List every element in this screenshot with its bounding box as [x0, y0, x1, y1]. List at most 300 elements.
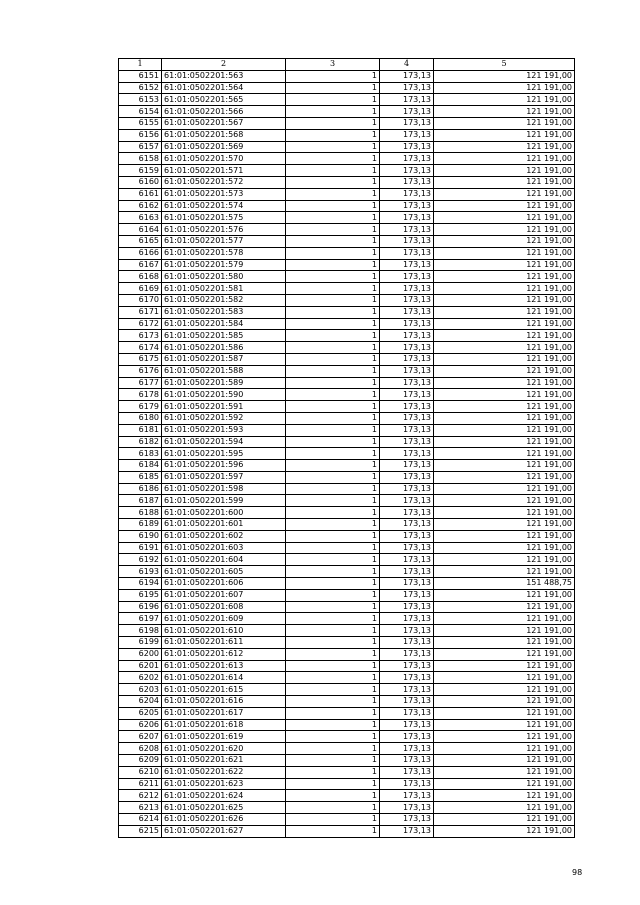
quantity-cell: 1 [286, 802, 380, 814]
cadastral-number-cell: 61:01:0502201:596 [162, 460, 286, 472]
quantity-cell: 1 [286, 353, 380, 365]
area-cell: 173,13 [380, 802, 434, 814]
table-row [119, 212, 575, 224]
table-row [119, 377, 575, 389]
quantity-cell: 1 [286, 507, 380, 519]
cadastral-number-cell: 61:01:0502201:615 [162, 684, 286, 696]
cadastral-number-cell: 61:01:0502201:588 [162, 365, 286, 377]
quantity-cell: 1 [286, 294, 380, 306]
row-number-cell: 6180 [119, 412, 162, 424]
area-cell: 173,13 [380, 165, 434, 177]
quantity-cell: 1 [286, 755, 380, 767]
row-number-cell: 6199 [119, 637, 162, 649]
value-cell: 121 191,00 [434, 106, 575, 118]
area-cell: 173,13 [380, 507, 434, 519]
quantity-cell: 1 [286, 117, 380, 129]
area-cell: 173,13 [380, 471, 434, 483]
value-cell: 121 191,00 [434, 696, 575, 708]
area-cell: 173,13 [380, 212, 434, 224]
value-cell: 121 191,00 [434, 507, 575, 519]
area-cell: 173,13 [380, 306, 434, 318]
area-cell: 173,13 [380, 259, 434, 271]
row-number-cell: 6194 [119, 578, 162, 590]
row-number-cell: 6204 [119, 696, 162, 708]
area-cell: 173,13 [380, 495, 434, 507]
table-row [119, 755, 575, 767]
cadastral-number-cell: 61:01:0502201:575 [162, 212, 286, 224]
table-row [119, 401, 575, 413]
table-row [119, 684, 575, 696]
value-cell: 121 191,00 [434, 129, 575, 141]
quantity-cell: 1 [286, 554, 380, 566]
table-row [119, 188, 575, 200]
cadastral-number-cell: 61:01:0502201:600 [162, 507, 286, 519]
value-cell: 121 191,00 [434, 530, 575, 542]
cadastral-number-cell: 61:01:0502201:568 [162, 129, 286, 141]
quantity-cell: 1 [286, 247, 380, 259]
cadastral-number-cell: 61:01:0502201:612 [162, 648, 286, 660]
row-number-cell: 6186 [119, 483, 162, 495]
row-number-cell: 6215 [119, 825, 162, 837]
quantity-cell: 1 [286, 318, 380, 330]
cadastral-number-cell: 61:01:0502201:613 [162, 660, 286, 672]
cadastral-number-cell: 61:01:0502201:605 [162, 566, 286, 578]
cadastral-number-cell: 61:01:0502201:590 [162, 389, 286, 401]
area-cell: 173,13 [380, 554, 434, 566]
value-cell: 121 191,00 [434, 330, 575, 342]
value-cell: 121 191,00 [434, 707, 575, 719]
row-number-cell: 6167 [119, 259, 162, 271]
area-cell: 173,13 [380, 825, 434, 837]
quantity-cell: 1 [286, 731, 380, 743]
value-cell: 121 191,00 [434, 731, 575, 743]
table-row [119, 483, 575, 495]
quantity-cell: 1 [286, 672, 380, 684]
cadastral-number-cell: 61:01:0502201:582 [162, 294, 286, 306]
quantity-cell: 1 [286, 212, 380, 224]
cadastral-number-cell: 61:01:0502201:569 [162, 141, 286, 153]
cadastral-number-cell: 61:01:0502201:624 [162, 790, 286, 802]
value-cell: 121 191,00 [434, 306, 575, 318]
quantity-cell: 1 [286, 165, 380, 177]
value-cell: 121 191,00 [434, 625, 575, 637]
quantity-cell: 1 [286, 436, 380, 448]
row-number-cell: 6161 [119, 188, 162, 200]
table-body [119, 70, 575, 837]
row-number-cell: 6198 [119, 625, 162, 637]
value-cell: 121 191,00 [434, 566, 575, 578]
table-row [119, 625, 575, 637]
cadastral-number-cell: 61:01:0502201:614 [162, 672, 286, 684]
quantity-cell: 1 [286, 153, 380, 165]
table-row [119, 129, 575, 141]
cadastral-number-cell: 61:01:0502201:584 [162, 318, 286, 330]
area-cell: 173,13 [380, 318, 434, 330]
cadastral-number-cell: 61:01:0502201:625 [162, 802, 286, 814]
table-row [119, 141, 575, 153]
value-cell: 121 191,00 [434, 259, 575, 271]
area-cell: 173,13 [380, 814, 434, 826]
cadastral-number-cell: 61:01:0502201:583 [162, 306, 286, 318]
area-cell: 173,13 [380, 601, 434, 613]
quantity-cell: 1 [286, 141, 380, 153]
row-number-cell: 6191 [119, 542, 162, 554]
cadastral-number-cell: 61:01:0502201:567 [162, 117, 286, 129]
data-table [118, 58, 575, 838]
area-cell: 173,13 [380, 483, 434, 495]
row-number-cell: 6164 [119, 224, 162, 236]
table-row [119, 448, 575, 460]
quantity-cell: 1 [286, 696, 380, 708]
row-number-cell: 6170 [119, 294, 162, 306]
cadastral-number-cell: 61:01:0502201:602 [162, 530, 286, 542]
quantity-cell: 1 [286, 412, 380, 424]
row-number-cell: 6200 [119, 648, 162, 660]
row-number-cell: 6202 [119, 672, 162, 684]
value-cell: 121 191,00 [434, 165, 575, 177]
cadastral-number-cell: 61:01:0502201:579 [162, 259, 286, 271]
area-cell: 173,13 [380, 117, 434, 129]
area-cell: 173,13 [380, 176, 434, 188]
cadastral-number-cell: 61:01:0502201:604 [162, 554, 286, 566]
quantity-cell: 1 [286, 566, 380, 578]
value-cell: 121 191,00 [434, 601, 575, 613]
quantity-cell: 1 [286, 707, 380, 719]
cadastral-number-cell: 61:01:0502201:594 [162, 436, 286, 448]
row-number-cell: 6188 [119, 507, 162, 519]
area-cell: 173,13 [380, 648, 434, 660]
value-cell: 121 191,00 [434, 224, 575, 236]
row-number-cell: 6193 [119, 566, 162, 578]
value-cell: 121 191,00 [434, 318, 575, 330]
value-cell: 121 191,00 [434, 589, 575, 601]
quantity-cell: 1 [286, 542, 380, 554]
cadastral-number-cell: 61:01:0502201:589 [162, 377, 286, 389]
quantity-cell: 1 [286, 188, 380, 200]
area-cell: 173,13 [380, 790, 434, 802]
column-header-1: 1 [119, 59, 162, 71]
area-cell: 173,13 [380, 94, 434, 106]
quantity-cell: 1 [286, 471, 380, 483]
value-cell: 121 191,00 [434, 235, 575, 247]
area-cell: 173,13 [380, 401, 434, 413]
quantity-cell: 1 [286, 259, 380, 271]
table-row [119, 507, 575, 519]
row-number-cell: 6176 [119, 365, 162, 377]
table-row [119, 436, 575, 448]
value-cell: 121 191,00 [434, 82, 575, 94]
cadastral-number-cell: 61:01:0502201:609 [162, 613, 286, 625]
area-cell: 173,13 [380, 70, 434, 82]
row-number-cell: 6205 [119, 707, 162, 719]
row-number-cell: 6155 [119, 117, 162, 129]
cadastral-number-cell: 61:01:0502201:611 [162, 637, 286, 649]
quantity-cell: 1 [286, 129, 380, 141]
quantity-cell: 1 [286, 365, 380, 377]
area-cell: 173,13 [380, 589, 434, 601]
value-cell: 121 191,00 [434, 401, 575, 413]
cadastral-number-cell: 61:01:0502201:627 [162, 825, 286, 837]
row-number-cell: 6182 [119, 436, 162, 448]
table-row [119, 235, 575, 247]
area-cell: 173,13 [380, 460, 434, 472]
value-cell: 121 191,00 [434, 70, 575, 82]
quantity-cell: 1 [286, 589, 380, 601]
table-row [119, 200, 575, 212]
area-cell: 173,13 [380, 766, 434, 778]
value-cell: 121 191,00 [434, 814, 575, 826]
table-row [119, 283, 575, 295]
area-cell: 173,13 [380, 283, 434, 295]
table-row [119, 294, 575, 306]
table-row [119, 802, 575, 814]
table-row [119, 825, 575, 837]
table-row [119, 731, 575, 743]
table-row [119, 601, 575, 613]
area-cell: 173,13 [380, 235, 434, 247]
cadastral-number-cell: 61:01:0502201:573 [162, 188, 286, 200]
quantity-cell: 1 [286, 483, 380, 495]
table-row [119, 153, 575, 165]
area-cell: 173,13 [380, 613, 434, 625]
row-number-cell: 6159 [119, 165, 162, 177]
row-number-cell: 6201 [119, 660, 162, 672]
area-cell: 173,13 [380, 141, 434, 153]
cadastral-number-cell: 61:01:0502201:597 [162, 471, 286, 483]
row-number-cell: 6166 [119, 247, 162, 259]
value-cell: 121 191,00 [434, 424, 575, 436]
table-row [119, 82, 575, 94]
cadastral-number-cell: 61:01:0502201:610 [162, 625, 286, 637]
row-number-cell: 6157 [119, 141, 162, 153]
table-row [119, 542, 575, 554]
area-cell: 173,13 [380, 377, 434, 389]
cadastral-number-cell: 61:01:0502201:617 [162, 707, 286, 719]
value-cell: 121 191,00 [434, 283, 575, 295]
table-row [119, 424, 575, 436]
column-header-3: 3 [286, 59, 380, 71]
area-cell: 173,13 [380, 672, 434, 684]
row-number-cell: 6197 [119, 613, 162, 625]
value-cell: 121 191,00 [434, 719, 575, 731]
cadastral-number-cell: 61:01:0502201:587 [162, 353, 286, 365]
value-cell: 121 191,00 [434, 389, 575, 401]
area-cell: 173,13 [380, 743, 434, 755]
table-row [119, 460, 575, 472]
quantity-cell: 1 [286, 684, 380, 696]
area-cell: 173,13 [380, 637, 434, 649]
value-cell: 121 191,00 [434, 94, 575, 106]
value-cell: 121 191,00 [434, 117, 575, 129]
quantity-cell: 1 [286, 814, 380, 826]
table-row [119, 412, 575, 424]
value-cell: 121 191,00 [434, 542, 575, 554]
value-cell: 121 191,00 [434, 495, 575, 507]
table-row [119, 814, 575, 826]
table-row [119, 117, 575, 129]
value-cell: 121 191,00 [434, 672, 575, 684]
quantity-cell: 1 [286, 460, 380, 472]
cadastral-number-cell: 61:01:0502201:616 [162, 696, 286, 708]
value-cell: 121 191,00 [434, 188, 575, 200]
cadastral-number-cell: 61:01:0502201:570 [162, 153, 286, 165]
cadastral-number-cell: 61:01:0502201:601 [162, 519, 286, 531]
area-cell: 173,13 [380, 778, 434, 790]
quantity-cell: 1 [286, 342, 380, 354]
quantity-cell: 1 [286, 106, 380, 118]
row-number-cell: 6177 [119, 377, 162, 389]
quantity-cell: 1 [286, 401, 380, 413]
row-number-cell: 6203 [119, 684, 162, 696]
row-number-cell: 6209 [119, 755, 162, 767]
table-row [119, 306, 575, 318]
value-cell: 121 191,00 [434, 448, 575, 460]
cadastral-number-cell: 61:01:0502201:595 [162, 448, 286, 460]
table-row [119, 554, 575, 566]
row-number-cell: 6196 [119, 601, 162, 613]
table-row [119, 566, 575, 578]
area-cell: 173,13 [380, 436, 434, 448]
value-cell: 121 191,00 [434, 660, 575, 672]
area-cell: 173,13 [380, 542, 434, 554]
cadastral-number-cell: 61:01:0502201:577 [162, 235, 286, 247]
table-row [119, 743, 575, 755]
row-number-cell: 6210 [119, 766, 162, 778]
quantity-cell: 1 [286, 330, 380, 342]
quantity-cell: 1 [286, 224, 380, 236]
value-cell: 121 191,00 [434, 790, 575, 802]
row-number-cell: 6156 [119, 129, 162, 141]
quantity-cell: 1 [286, 743, 380, 755]
cadastral-number-cell: 61:01:0502201:603 [162, 542, 286, 554]
quantity-cell: 1 [286, 176, 380, 188]
value-cell: 121 191,00 [434, 342, 575, 354]
area-cell: 173,13 [380, 342, 434, 354]
area-cell: 173,13 [380, 106, 434, 118]
table-row [119, 672, 575, 684]
area-cell: 173,13 [380, 448, 434, 460]
row-number-cell: 6195 [119, 589, 162, 601]
row-number-cell: 6168 [119, 271, 162, 283]
row-number-cell: 6187 [119, 495, 162, 507]
row-number-cell: 6174 [119, 342, 162, 354]
cadastral-number-cell: 61:01:0502201:563 [162, 70, 286, 82]
quantity-cell: 1 [286, 660, 380, 672]
quantity-cell: 1 [286, 778, 380, 790]
area-cell: 173,13 [380, 412, 434, 424]
cadastral-number-cell: 61:01:0502201:593 [162, 424, 286, 436]
area-cell: 173,13 [380, 707, 434, 719]
table-row [119, 719, 575, 731]
quantity-cell: 1 [286, 766, 380, 778]
area-cell: 173,13 [380, 731, 434, 743]
value-cell: 121 191,00 [434, 436, 575, 448]
row-number-cell: 6172 [119, 318, 162, 330]
header-row [119, 59, 575, 71]
table-row [119, 530, 575, 542]
value-cell: 121 191,00 [434, 247, 575, 259]
cadastral-number-cell: 61:01:0502201:606 [162, 578, 286, 590]
area-cell: 173,13 [380, 684, 434, 696]
cadastral-number-cell: 61:01:0502201:574 [162, 200, 286, 212]
row-number-cell: 6179 [119, 401, 162, 413]
row-number-cell: 6207 [119, 731, 162, 743]
cadastral-number-cell: 61:01:0502201:578 [162, 247, 286, 259]
value-cell: 121 191,00 [434, 778, 575, 790]
quantity-cell: 1 [286, 719, 380, 731]
quantity-cell: 1 [286, 613, 380, 625]
quantity-cell: 1 [286, 424, 380, 436]
row-number-cell: 6192 [119, 554, 162, 566]
row-number-cell: 6189 [119, 519, 162, 531]
area-cell: 173,13 [380, 271, 434, 283]
value-cell: 121 191,00 [434, 365, 575, 377]
row-number-cell: 6162 [119, 200, 162, 212]
quantity-cell: 1 [286, 283, 380, 295]
cadastral-number-cell: 61:01:0502201:572 [162, 176, 286, 188]
row-number-cell: 6184 [119, 460, 162, 472]
area-cell: 173,13 [380, 365, 434, 377]
area-cell: 173,13 [380, 353, 434, 365]
table-row [119, 389, 575, 401]
row-number-cell: 6206 [119, 719, 162, 731]
row-number-cell: 6153 [119, 94, 162, 106]
row-number-cell: 6211 [119, 778, 162, 790]
table-row [119, 271, 575, 283]
value-cell: 121 191,00 [434, 200, 575, 212]
area-cell: 173,13 [380, 153, 434, 165]
table-row [119, 353, 575, 365]
table-row [119, 365, 575, 377]
cadastral-number-cell: 61:01:0502201:585 [162, 330, 286, 342]
cadastral-number-cell: 61:01:0502201:621 [162, 755, 286, 767]
quantity-cell: 1 [286, 377, 380, 389]
table-row [119, 224, 575, 236]
value-cell: 121 191,00 [434, 460, 575, 472]
value-cell: 121 191,00 [434, 271, 575, 283]
table-row [119, 696, 575, 708]
quantity-cell: 1 [286, 825, 380, 837]
table-row [119, 519, 575, 531]
quantity-cell: 1 [286, 495, 380, 507]
area-cell: 173,13 [380, 719, 434, 731]
table-header [119, 59, 575, 71]
quantity-cell: 1 [286, 637, 380, 649]
quantity-cell: 1 [286, 578, 380, 590]
area-cell: 173,13 [380, 755, 434, 767]
table-row [119, 165, 575, 177]
cadastral-number-cell: 61:01:0502201:618 [162, 719, 286, 731]
area-cell: 173,13 [380, 696, 434, 708]
area-cell: 173,13 [380, 530, 434, 542]
row-number-cell: 6175 [119, 353, 162, 365]
value-cell: 121 191,00 [434, 141, 575, 153]
value-cell: 121 191,00 [434, 648, 575, 660]
quantity-cell: 1 [286, 601, 380, 613]
cadastral-number-cell: 61:01:0502201:622 [162, 766, 286, 778]
quantity-cell: 1 [286, 625, 380, 637]
quantity-cell: 1 [286, 448, 380, 460]
area-cell: 173,13 [380, 247, 434, 259]
quantity-cell: 1 [286, 82, 380, 94]
area-cell: 173,13 [380, 578, 434, 590]
value-cell: 151 488,75 [434, 578, 575, 590]
cadastral-number-cell: 61:01:0502201:566 [162, 106, 286, 118]
row-number-cell: 6154 [119, 106, 162, 118]
quantity-cell: 1 [286, 530, 380, 542]
quantity-cell: 1 [286, 70, 380, 82]
row-number-cell: 6181 [119, 424, 162, 436]
